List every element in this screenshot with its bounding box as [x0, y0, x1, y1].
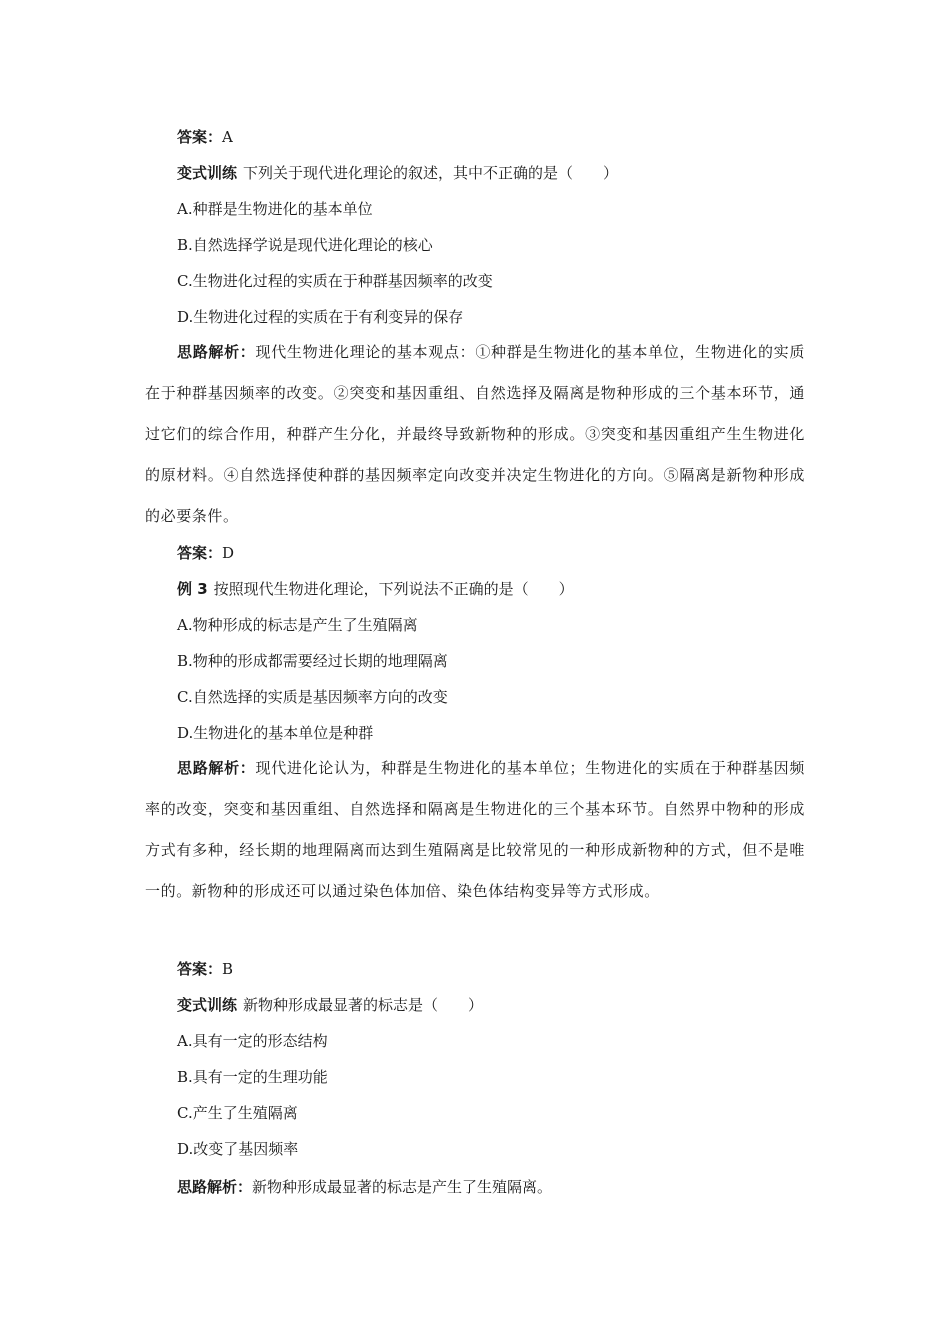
option-d: D.改变了基因频率: [177, 1140, 299, 1158]
explanation-label: 思路解析：: [177, 759, 256, 777]
question-text: 下列关于现代进化理论的叙述，其中不正确的是（ ）: [243, 164, 619, 182]
answer-label: 答案：: [177, 960, 223, 978]
answer-value: A: [222, 128, 233, 146]
answer-1: [177, 127, 233, 147]
explanation-text: 新物种形成最显著的标志是产生了生殖隔离。: [252, 1178, 553, 1196]
question-text: 新物种形成最显著的标志是（ ）: [243, 996, 484, 1014]
explanation-text: 现代进化论认为，种群是生物进化的基本单位；生物进化的实质在于种群基因频率的改变，突变和基因重组、自然选择和隔离是生物进化的三个基本环节。自然界中物种的形成方式有多种，经长期的地理隔离而达到生殖隔离是比较常见的一种形成新物种的方式，但不是唯一的。新物种的形成还可以通过染色体加倍、染色体结构变异等方式形成。: [145, 759, 805, 900]
option-a: A.具有一定的形态结构: [177, 1032, 328, 1050]
explanation-3: [177, 1177, 552, 1197]
variant-label: 变式训练: [177, 164, 238, 182]
option-c: C.生物进化过程的实质在于种群基因频率的改变: [177, 272, 493, 290]
question-text: 按照现代生物进化理论，下列说法不正确的是（ ）: [213, 580, 574, 598]
answer-3: [177, 959, 233, 979]
option-a: A.物种形成的标志是产生了生殖隔离: [177, 616, 418, 634]
explanation-label: 思路解析：: [177, 1178, 253, 1196]
option-b: B.具有一定的生理功能: [177, 1068, 328, 1086]
option-c: C.自然选择的实质是基因频率方向的改变: [177, 688, 448, 706]
answer-value: D: [222, 544, 235, 562]
option-d: D.生物进化过程的实质在于有利变异的保存: [177, 308, 464, 326]
option-c: C.产生了生殖隔离: [177, 1104, 298, 1122]
variant-question-2: [177, 995, 483, 1015]
example-question-3: [177, 579, 574, 599]
answer-value: B: [222, 960, 234, 978]
answer-label: 答案：: [177, 544, 223, 562]
variant-question-1: [177, 163, 618, 183]
example-label: 例 3: [177, 580, 208, 598]
explanation-text: 现代生物进化理论的基本观点：①种群是生物进化的基本单位，生物进化的实质在于种群基因频率的改变。②突变和基因重组、自然选择及隔离是物种形成的三个基本环节，通过它们的综合作用，种群产生分化，并最终导致新物种的形成。③突变和基因重组产生生物进化的原材料。④自然选择使种群的基因频率定向改变并决定生物进化的方向。⑤隔离是新物种形成的必要条件。: [145, 343, 805, 525]
option-b: B.物种的形成都需要经过长期的地理隔离: [177, 652, 448, 670]
option-a: A.种群是生物进化的基本单位: [177, 200, 373, 218]
variant-label: 变式训练: [177, 996, 238, 1014]
answer-label: 答案：: [177, 128, 223, 146]
explanation-2: [145, 748, 805, 912]
explanation-label: 思路解析：: [177, 343, 256, 361]
option-d: D.生物进化的基本单位是种群: [177, 724, 374, 742]
option-b: B.自然选择学说是现代进化理论的核心: [177, 236, 433, 254]
explanation-1: [145, 332, 805, 537]
answer-2: [177, 543, 234, 563]
